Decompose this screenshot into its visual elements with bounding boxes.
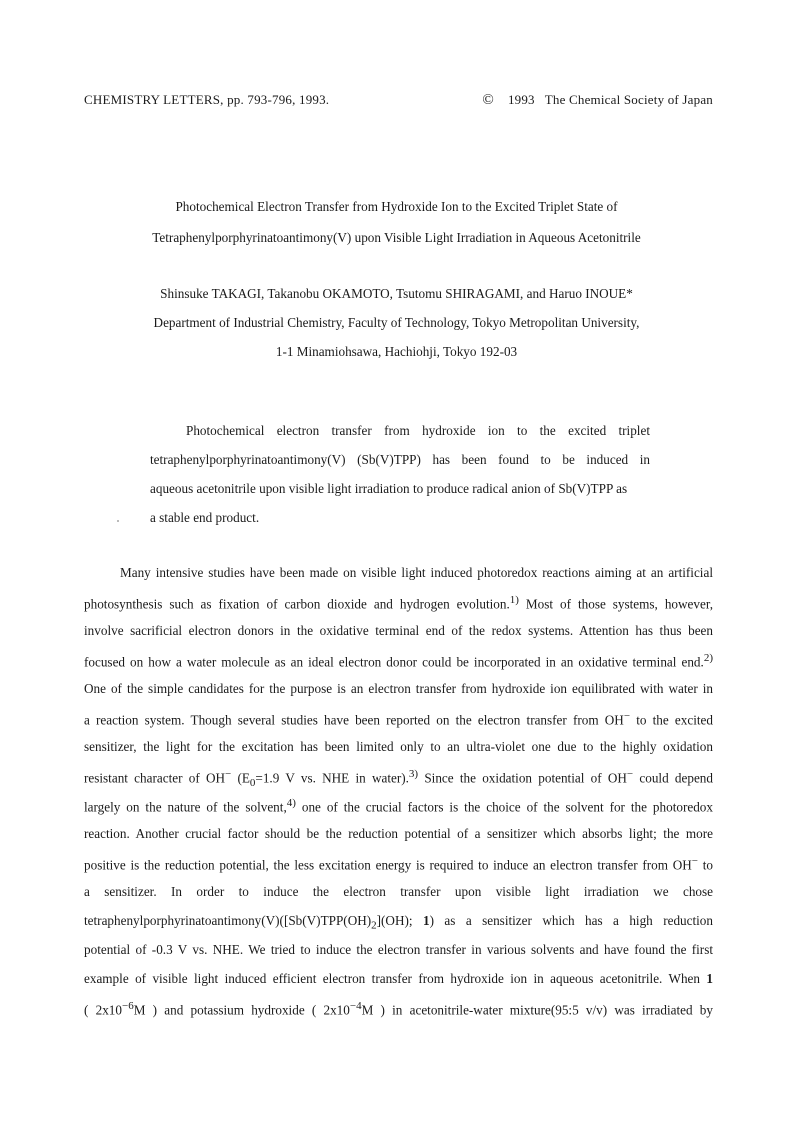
author-address: 1-1 Minamiohsawa, Hachiohji, Tokyo 192-03 (275, 344, 518, 359)
abstract-line-2: tetraphenylporphyrinatoantimony(V) (Sb(V)TPP) has been found to be induced in (150, 452, 650, 467)
copyright-notice (482, 92, 713, 109)
body-line-7: sensitizer, the light for the excitation has been limited only to an ultra-violet one due to the highly oxidation (84, 739, 713, 754)
body-line-12: a sensitizer. In order to induce the electron transfer upon visible light irradiation we chose (84, 884, 713, 899)
body-line-3: involve sacrificial electron donors in the oxidative terminal end of the redox systems. Attention has thus been (84, 623, 713, 638)
abstract-line-4: a stable end product. (150, 510, 260, 525)
copyright-year: 1993 (507, 92, 535, 107)
body-line-2: photosynthesis such as fixation of carbon dioxide and hydrogen evolution.$^{1)}$ Most of those systems, however, (84, 594, 714, 612)
abstract-line-3: aqueous acetonitrile upon visible light irradiation to produce radical anion of Sb(V)TPP as (150, 481, 628, 496)
body-line-5: One of the simple candidates for the purpose is an electron transfer from hydroxide ion equilibrated with water in (84, 681, 713, 696)
body-line-6: a reaction system. Though several studies have been reported on the electron transfer from OH− to the excited (84, 710, 713, 728)
body-line-4: focused on how a water molecule as an ideal electron donor could be incorporated in an oxidative terminal end.$^{2)}$ (84, 652, 713, 670)
body-line-11: positive is the reduction potential, the less excitation energy is required to induce an electron transfer from OH− to (84, 855, 713, 873)
body-line-13: $tetraphenylporphyrinatoantimony(V)([Sb(V)TPP(OH)_2](OH)$; 1) as a sensitizer which has a high reduction (84, 913, 713, 932)
ref-3: 3) (408, 768, 419, 780)
author-affiliation: Department of Industrial Chemistry, Faculty of Technology, Tokyo Metropolitan University, (153, 315, 640, 330)
body-line-15: example of visible light induced efficient electron transfer from hydroxide ion in aqueous acetonitrile. When 1 (84, 971, 713, 986)
compound-1-label: 1 (706, 971, 713, 986)
body-line-1: Many intensive studies have been made on visible light induced photoredox reactions aiming at an artificial (120, 565, 713, 580)
ref-1: 1) (509, 594, 519, 606)
body-line-9: largely on the nature of the solvent,$^{4)}$ one of the crucial factors is the choice of the solvent for the photoredox (84, 797, 713, 815)
ref-4: 4) (286, 797, 296, 809)
body-line-16: ( $2x10^{-6}M$ ) and potassium hydroxide ( $2x10^{-4}M$ ) in acetonitrile-water mixture(95:5 v/v) was irradiated by (84, 1000, 713, 1018)
title-line-2: Tetraphenylporphyrinatoantimony(V) upon Visible Light Irradiation in Aqueous Acetonitrile (152, 230, 641, 245)
body-line-14: potential of -0.3 V vs. NHE. We tried to induce the electron transfer in various solvents and have found the first (84, 942, 713, 957)
author-names: Shinsuke TAKAGI, Takanobu OKAMOTO, Tsutomu SHIRAGAMI, and Haruo INOUE* (160, 286, 633, 301)
scan-speck (117, 520, 119, 522)
title-line-1: Photochemical Electron Transfer from Hydroxide Ion to the Excited Triplet State of (175, 199, 618, 214)
copyright-symbol: © (482, 92, 494, 108)
publisher-name: The Chemical Society of Japan (544, 92, 713, 107)
abstract-line-1: Photochemical electron transfer from hydroxide ion to the excited triplet (186, 423, 650, 438)
ref-2: 2) (703, 652, 713, 664)
body-line-8: resistant character of OH− ($E_0=1.9$ V vs. NHE in water).$^{3)}$ Since the oxidation potential of OH− could depend (84, 768, 713, 790)
compound-1-label: 1 (422, 913, 430, 928)
body-line-10: reaction. Another crucial factor should be the reduction potential of a sensitizer which absorbs light; the more (84, 826, 713, 841)
journal-citation: CHEMISTRY LETTERS, pp. 793-796, 1993. (84, 92, 330, 107)
